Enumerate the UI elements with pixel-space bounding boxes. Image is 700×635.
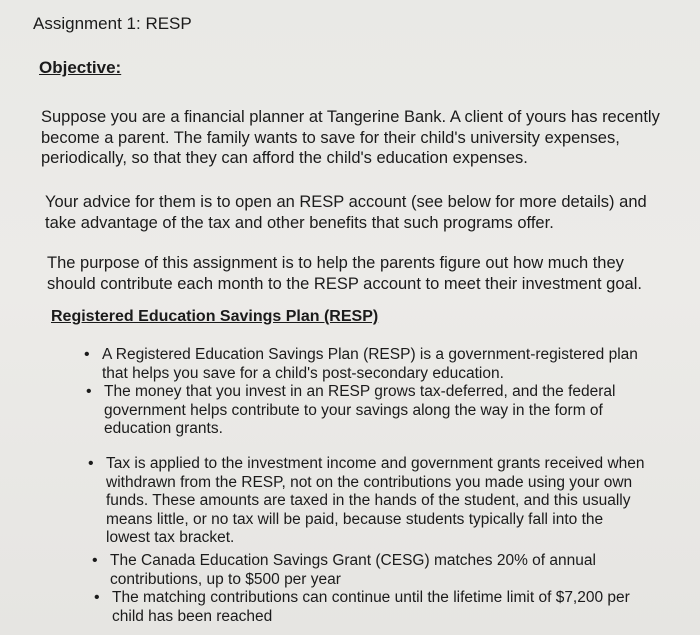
paragraph-line: take advantage of the tax and other benefits that such programs offer.: [45, 213, 554, 232]
paragraph-line: should contribute each month to the RESP account to meet their investment goal.: [47, 274, 642, 293]
paragraph-purpose: [47, 253, 642, 294]
bullet-item: [106, 455, 645, 548]
bullet-line: • Tax is applied to the investment income and government grants received when: [106, 455, 645, 472]
bullet-line: funds. These amounts are taxed in the hands of the student, and this usually: [106, 492, 631, 509]
paragraph-line: become a parent. The family wants to save for their child's university expenses,: [41, 128, 620, 147]
objective-heading: Objective:: [39, 58, 122, 77]
bullet-line: child has been reached: [112, 607, 273, 625]
bullet-item: [110, 552, 596, 589]
bullet-item: [104, 383, 616, 439]
bullet-line: means little, or no tax will be paid, because students typically fall into the: [106, 510, 604, 528]
bullet-line: • The matching contributions can continue until the lifetime limit of $7,200 per: [112, 589, 630, 606]
bullet-line: • A Registered Education Savings Plan (RESP) is a government-registered plan: [102, 346, 638, 363]
bullet-line: contributions, up to $500 per year: [110, 570, 341, 588]
paragraph-line: The purpose of this assignment is to help the parents figure out how much they: [47, 254, 624, 272]
bullet-line: • The Canada Education Savings Grant (CESG) matches 20% of annual: [110, 552, 596, 569]
bullet-line: • The money that you invest in an RESP grows tax-deferred, and the federal: [104, 383, 616, 400]
bullet-line: government helps contribute to your savings along the way in the form of: [104, 401, 603, 419]
paragraph-intro: [41, 107, 660, 169]
paragraph-line: Your advice for them is to open an RESP account (see below for more details) and: [45, 193, 647, 211]
bullet-line: withdrawn from the RESP, not on the contributions you made using your own: [106, 473, 633, 491]
paragraph-line: Suppose you are a financial planner at Tangerine Bank. A client of yours has recently: [41, 108, 660, 126]
paragraph-advice: [45, 192, 647, 233]
paragraph-line: periodically, so that they can afford the child's education expenses.: [41, 149, 528, 167]
bullet-line: lowest tax bracket.: [106, 529, 235, 546]
bullet-line: that helps you save for a child's post-secondary education.: [102, 364, 504, 382]
bullet-line: education grants.: [104, 420, 223, 437]
bullet-item: [102, 346, 638, 383]
assignment-title: Assignment 1: RESP: [33, 14, 192, 33]
bullet-item: [112, 589, 630, 626]
resp-section-heading: Registered Education Savings Plan (RESP): [51, 308, 379, 325]
